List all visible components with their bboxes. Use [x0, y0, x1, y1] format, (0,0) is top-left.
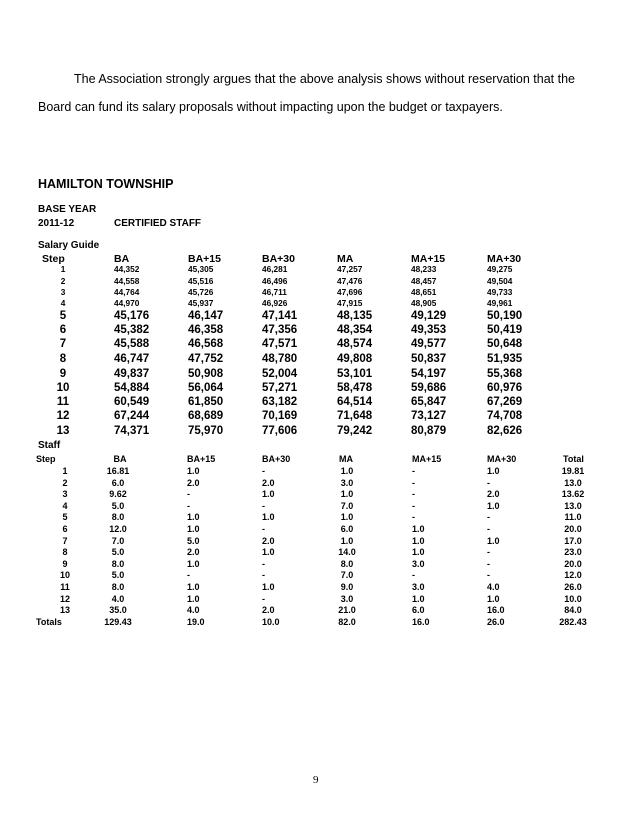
staff-value-cell: - — [187, 489, 190, 499]
salary-value-cell: 48,135 — [337, 310, 373, 322]
salary-value-cell: 51,935 — [487, 353, 523, 365]
salary-step-cell: 12 — [56, 410, 70, 422]
staff-value-cell: 6.0 — [111, 478, 125, 488]
salary-value-cell: 60,549 — [114, 396, 150, 408]
staff-value-cell: 1.0 — [340, 466, 354, 476]
staff-value-cell: 8.0 — [111, 559, 125, 569]
salary-header-cell: MA — [337, 253, 354, 265]
salary-step-cell: 8 — [59, 353, 67, 365]
staff-value-cell: - — [487, 512, 490, 522]
salary-step-cell: 6 — [59, 324, 67, 336]
salary-value-cell: 59,686 — [411, 382, 447, 394]
salary-value-cell: 61,850 — [188, 396, 224, 408]
salary-value-cell: 48,354 — [337, 324, 373, 336]
salary-value-cell: 48,780 — [262, 353, 298, 365]
staff-value-cell: 13.62 — [561, 489, 585, 499]
paragraph-line-1: The Association strongly argues that the above analysis shows without reservation that the — [74, 72, 575, 86]
staff-value-cell: 7.0 — [340, 570, 354, 580]
staff-value-cell: 2.0 — [262, 536, 275, 546]
salary-value-cell: 46,358 — [188, 324, 224, 336]
staff-value-cell: 7.0 — [340, 501, 354, 511]
salary-value-cell: 48,574 — [337, 338, 373, 350]
staff-value-cell: 1.0 — [262, 512, 275, 522]
staff-type-label: CERTIFIED STAFF — [114, 218, 202, 229]
salary-value-cell: 45,937 — [188, 298, 214, 308]
staff-value-cell: 1.0 — [262, 547, 275, 557]
staff-step-cell: 13 — [59, 605, 70, 615]
salary-value-cell: 67,269 — [487, 396, 523, 408]
salary-value-cell: 48,651 — [411, 287, 437, 297]
staff-value-cell: - — [412, 478, 415, 488]
salary-value-cell: 45,588 — [114, 338, 150, 350]
staff-value-cell: 1.0 — [187, 466, 200, 476]
staff-value-cell: 16.0 — [487, 605, 505, 615]
staff-value-cell: 7.0 — [111, 536, 125, 546]
staff-step-cell: 11 — [60, 582, 70, 592]
staff-value-cell: 6.0 — [412, 605, 425, 615]
staff-label: Staff — [38, 440, 61, 451]
totals-value-cell: 82.0 — [338, 617, 356, 627]
staff-value-cell: 12.0 — [564, 570, 582, 580]
salary-step-cell: 9 — [59, 368, 67, 380]
staff-step-cell: 3 — [62, 489, 68, 499]
salary-value-cell: 49,961 — [487, 298, 513, 308]
salary-value-cell: 67,244 — [114, 410, 150, 422]
salary-step-cell: 5 — [59, 310, 67, 322]
salary-value-cell: 46,926 — [262, 298, 288, 308]
salary-value-cell: 50,419 — [487, 324, 523, 336]
staff-value-cell: 12.0 — [109, 524, 127, 534]
salary-value-cell: 64,514 — [337, 396, 373, 408]
staff-header-cell: BA+15 — [187, 454, 216, 464]
staff-step-cell: 2 — [62, 478, 68, 488]
salary-step-cell: 2 — [60, 276, 66, 286]
salary-value-cell: 46,747 — [114, 353, 150, 365]
salary-value-cell: 53,101 — [337, 368, 373, 380]
staff-value-cell: - — [412, 489, 415, 499]
staff-value-cell: 5.0 — [111, 547, 125, 557]
staff-value-cell: 4.0 — [111, 594, 125, 604]
salary-value-cell: 60,976 — [487, 382, 523, 394]
salary-step-cell: 13 — [56, 425, 70, 437]
salary-value-cell: 46,568 — [188, 338, 224, 350]
staff-value-cell: - — [487, 547, 490, 557]
salary-header-cell: BA+30 — [262, 253, 295, 265]
staff-value-cell: - — [412, 512, 415, 522]
salary-value-cell: 47,571 — [262, 338, 298, 350]
staff-value-cell: 1.0 — [340, 536, 354, 546]
staff-step-cell: 1 — [62, 466, 68, 476]
salary-value-cell: 52,004 — [262, 368, 298, 380]
salary-value-cell: 58,478 — [337, 382, 373, 394]
salary-value-cell: 46,496 — [262, 276, 288, 286]
salary-value-cell: 56,064 — [188, 382, 224, 394]
salary-value-cell: 46,147 — [188, 310, 224, 322]
staff-step-cell: 4 — [62, 501, 68, 511]
salary-value-cell: 47,476 — [337, 276, 363, 286]
staff-value-cell: 2.0 — [187, 478, 200, 488]
staff-value-cell: 1.0 — [187, 594, 200, 604]
salary-value-cell: 75,970 — [188, 425, 224, 437]
salary-value-cell: 55,368 — [487, 368, 523, 380]
staff-value-cell: 21.0 — [338, 605, 356, 615]
staff-value-cell: 1.0 — [412, 594, 425, 604]
staff-value-cell: 1.0 — [187, 524, 200, 534]
staff-value-cell: 5.0 — [111, 570, 125, 580]
staff-header-cell: BA — [113, 454, 127, 464]
staff-value-cell: 1.0 — [487, 466, 500, 476]
salary-value-cell: 49,129 — [411, 310, 447, 322]
salary-step-cell: 1 — [60, 264, 66, 274]
staff-value-cell: 2.0 — [487, 489, 500, 499]
salary-header-cell: MA+30 — [487, 253, 522, 265]
salary-value-cell: 79,242 — [337, 425, 373, 437]
page-number: 9 — [313, 774, 319, 786]
totals-value-cell: 26.0 — [487, 617, 505, 627]
staff-value-cell: - — [187, 570, 190, 580]
salary-value-cell: 47,356 — [262, 324, 298, 336]
staff-value-cell: 4.0 — [187, 605, 200, 615]
salary-step-cell: 11 — [56, 396, 70, 408]
staff-value-cell: - — [412, 501, 415, 511]
staff-value-cell: - — [187, 501, 190, 511]
staff-value-cell: - — [487, 478, 490, 488]
salary-header-cell: Step — [42, 253, 65, 265]
salary-value-cell: 44,970 — [114, 298, 140, 308]
staff-value-cell: 84.0 — [564, 605, 582, 615]
salary-value-cell: 45,726 — [188, 287, 214, 297]
staff-value-cell: 3.0 — [412, 582, 425, 592]
salary-value-cell: 47,752 — [188, 353, 224, 365]
salary-value-cell: 65,847 — [411, 396, 447, 408]
staff-step-cell: 7 — [62, 536, 68, 546]
salary-header-cell: MA+15 — [411, 253, 446, 265]
salary-value-cell: 50,837 — [411, 353, 447, 365]
staff-value-cell: - — [412, 570, 415, 580]
salary-value-cell: 50,648 — [487, 338, 523, 350]
salary-value-cell: 80,879 — [411, 425, 447, 437]
salary-value-cell: 48,233 — [411, 264, 437, 274]
salary-step-cell: 3 — [60, 287, 66, 297]
totals-value-cell: 282.43 — [559, 617, 587, 627]
salary-value-cell: 45,516 — [188, 276, 214, 286]
staff-value-cell: 20.0 — [564, 559, 582, 569]
salary-value-cell: 74,371 — [114, 425, 150, 437]
base-year-value: 2011-12 — [38, 218, 75, 229]
staff-header-cell: Step — [36, 454, 56, 464]
page-title: HAMILTON TOWNSHIP — [38, 177, 174, 191]
salary-value-cell: 54,884 — [114, 382, 150, 394]
staff-value-cell: 8.0 — [111, 512, 125, 522]
totals-value-cell: 16.0 — [412, 617, 430, 627]
salary-value-cell: 47,257 — [337, 264, 363, 274]
salary-value-cell: 49,837 — [114, 368, 150, 380]
staff-value-cell: 1.0 — [340, 512, 354, 522]
salary-value-cell: 49,733 — [487, 287, 513, 297]
salary-value-cell: 77,606 — [262, 425, 298, 437]
staff-value-cell: 1.0 — [412, 524, 425, 534]
staff-value-cell: 13.0 — [564, 501, 582, 511]
staff-value-cell: - — [262, 524, 265, 534]
paragraph-line-2: Board can fund its salary proposals without impacting upon the budget or taxpayers. — [38, 100, 503, 114]
salary-value-cell: 48,905 — [411, 298, 437, 308]
staff-value-cell: 1.0 — [187, 582, 200, 592]
staff-value-cell: 6.0 — [340, 524, 354, 534]
salary-value-cell: 82,626 — [487, 425, 523, 437]
salary-value-cell: 47,696 — [337, 287, 363, 297]
staff-value-cell: 2.0 — [187, 547, 200, 557]
staff-value-cell: 16.81 — [106, 466, 130, 476]
salary-value-cell: 47,141 — [262, 310, 298, 322]
staff-value-cell: - — [262, 594, 265, 604]
staff-value-cell: 20.0 — [564, 524, 582, 534]
staff-value-cell: 9.0 — [340, 582, 354, 592]
staff-value-cell: - — [262, 570, 265, 580]
salary-value-cell: 57,271 — [262, 382, 298, 394]
staff-value-cell: 23.0 — [564, 547, 582, 557]
staff-step-cell: 5 — [62, 512, 68, 522]
staff-header-cell: MA+30 — [487, 454, 517, 464]
staff-value-cell: 9.62 — [109, 489, 127, 499]
staff-value-cell: 8.0 — [111, 582, 125, 592]
salary-value-cell: 74,708 — [487, 410, 523, 422]
salary-value-cell: 49,808 — [337, 353, 373, 365]
salary-value-cell: 54,197 — [411, 368, 447, 380]
staff-value-cell: 1.0 — [487, 501, 500, 511]
salary-value-cell: 44,352 — [114, 264, 140, 274]
staff-value-cell: 2.0 — [262, 605, 275, 615]
staff-value-cell: - — [487, 559, 490, 569]
staff-value-cell: 3.0 — [340, 594, 354, 604]
staff-header-cell: BA+30 — [262, 454, 291, 464]
staff-value-cell: 1.0 — [487, 536, 500, 546]
staff-value-cell: 1.0 — [412, 547, 425, 557]
staff-value-cell: - — [262, 466, 265, 476]
totals-value-cell: 19.0 — [187, 617, 205, 627]
salary-value-cell: 49,577 — [411, 338, 447, 350]
staff-value-cell: 3.0 — [340, 478, 354, 488]
salary-value-cell: 49,275 — [487, 264, 513, 274]
salary-value-cell: 50,190 — [487, 310, 523, 322]
salary-value-cell: 70,169 — [262, 410, 298, 422]
staff-value-cell: 1.0 — [262, 489, 275, 499]
salary-value-cell: 45,176 — [114, 310, 150, 322]
salary-value-cell: 46,711 — [262, 287, 287, 297]
salary-value-cell: 73,127 — [411, 410, 447, 422]
salary-step-cell: 4 — [60, 298, 66, 308]
staff-value-cell: 14.0 — [338, 547, 356, 557]
staff-step-cell: 6 — [62, 524, 68, 534]
staff-value-cell: - — [487, 570, 490, 580]
salary-value-cell: 50,908 — [188, 368, 224, 380]
salary-value-cell: 45,382 — [114, 324, 150, 336]
staff-value-cell: 5.0 — [187, 536, 200, 546]
salary-value-cell: 47,915 — [337, 298, 363, 308]
totals-label: Totals — [36, 617, 62, 627]
staff-value-cell: - — [262, 501, 265, 511]
base-year-label: BASE YEAR — [38, 204, 97, 215]
salary-guide-label: Salary Guide — [38, 240, 100, 251]
staff-value-cell: 8.0 — [340, 559, 354, 569]
salary-step-cell: 7 — [59, 338, 67, 350]
staff-value-cell: 26.0 — [564, 582, 582, 592]
salary-value-cell: 63,182 — [262, 396, 298, 408]
staff-value-cell: 1.0 — [187, 559, 200, 569]
staff-value-cell: 5.0 — [111, 501, 125, 511]
staff-value-cell: 35.0 — [109, 605, 127, 615]
staff-step-cell: 12 — [59, 594, 70, 604]
salary-value-cell: 48,457 — [411, 276, 437, 286]
staff-value-cell: 10.0 — [564, 594, 582, 604]
staff-value-cell: 13.0 — [564, 478, 582, 488]
staff-value-cell: 4.0 — [487, 582, 500, 592]
salary-value-cell: 68,689 — [188, 410, 224, 422]
salary-step-cell: 10 — [56, 382, 70, 394]
staff-value-cell: 1.0 — [262, 582, 275, 592]
totals-value-cell: 10.0 — [262, 617, 280, 627]
staff-value-cell: 11.0 — [564, 512, 582, 522]
staff-step-cell: 9 — [62, 559, 68, 569]
staff-step-cell: 10 — [59, 570, 70, 580]
salary-value-cell: 71,648 — [337, 410, 373, 422]
staff-header-cell: MA — [339, 454, 353, 464]
staff-step-cell: 8 — [62, 547, 68, 557]
staff-header-cell: Total — [563, 454, 584, 464]
salary-value-cell: 49,504 — [487, 276, 513, 286]
staff-value-cell: - — [412, 466, 415, 476]
staff-header-cell: MA+15 — [412, 454, 442, 464]
staff-value-cell: 3.0 — [412, 559, 425, 569]
salary-value-cell: 44,558 — [114, 276, 140, 286]
salary-value-cell: 46,281 — [262, 264, 288, 274]
totals-value-cell: 129.43 — [104, 617, 132, 627]
staff-value-cell: 17.0 — [564, 536, 582, 546]
salary-header-cell: BA — [114, 253, 130, 265]
salary-value-cell: 49,353 — [411, 324, 447, 336]
staff-value-cell: 1.0 — [187, 512, 200, 522]
salary-value-cell: 44,764 — [114, 287, 140, 297]
salary-value-cell: 45,305 — [188, 264, 214, 274]
staff-value-cell: 1.0 — [412, 536, 425, 546]
staff-value-cell: 1.0 — [340, 489, 354, 499]
staff-value-cell: - — [487, 524, 490, 534]
staff-value-cell: - — [262, 559, 265, 569]
salary-header-cell: BA+15 — [188, 253, 221, 265]
staff-value-cell: 2.0 — [262, 478, 275, 488]
staff-value-cell: 19.81 — [561, 466, 585, 476]
staff-value-cell: 1.0 — [487, 594, 500, 604]
